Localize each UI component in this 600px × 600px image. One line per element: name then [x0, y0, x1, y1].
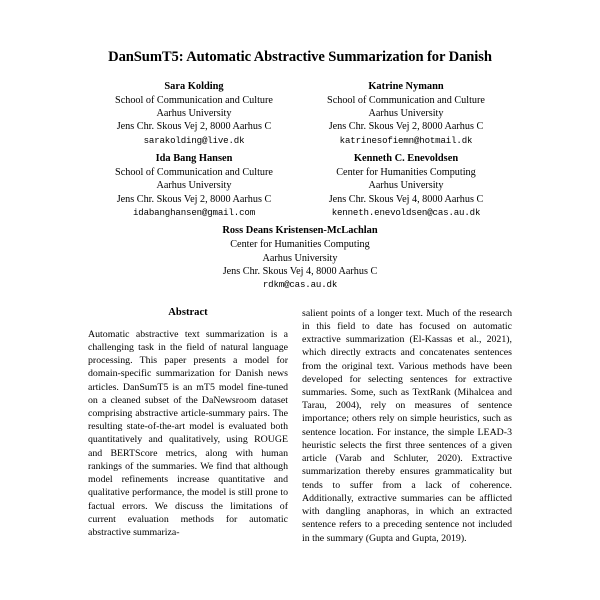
author-row — [88, 224, 512, 290]
introduction-text: salient points of a longer text. Much of the research in this field to date has focused on automatic extractive summarization (El-Kassas et al., 2021), which directly extracts and concatenates sentences from the original text. Various methods have been developed for selecting sentences for extractive summaries. Some, such as TextRank (Mihalcea and Tarau, 2004), rely on measures of sentence importance; others rely on simple heuristics, such as sentence location. For instance, the simple LEAD-3 heuristic selects the first three sentences of a given article (Varab and Schluter, 2020). Extractive summarization thereby ensures grammaticality but tends to suffer from a lack of coherence. Additionally, extractive summaries can be afflicted with dangling anaphoras, in which an extracted sentence refers to a preceding sentence not included in the summary (Gupta and Gupta, 2019). — [302, 307, 512, 544]
author-address: Jens Chr. Skous Vej 4, 8000 Aarhus C — [328, 193, 484, 205]
author-email[interactable]: rdkm@cas.au.dk — [262, 278, 338, 290]
author-name: Kenneth C. Enevoldsen — [353, 153, 459, 165]
author-name: Ross Deans Kristensen-McLachlan — [222, 225, 378, 237]
author-affiliation: School of Communication and Culture — [115, 95, 273, 107]
author-entry — [300, 80, 512, 146]
author-university: Aarhus University — [368, 180, 444, 192]
author-university: Aarhus University — [262, 252, 338, 264]
author-university: Aarhus University — [368, 108, 444, 120]
author-university: Aarhus University — [156, 108, 232, 120]
author-university: Aarhus University — [156, 180, 232, 192]
author-name: Sara Kolding — [164, 81, 224, 93]
author-row — [88, 80, 512, 146]
abstract-heading: Abstract — [168, 306, 208, 318]
author-name: Ida Bang Hansen — [155, 153, 233, 165]
author-affiliation: Center for Humanities Computing — [230, 239, 370, 251]
body-columns — [88, 307, 512, 545]
author-affiliation: Center for Humanities Computing — [336, 167, 476, 179]
author-email[interactable]: idabanghansen@gmail.com — [132, 206, 256, 218]
author-email[interactable]: katrinesofiemn@hotmail.dk — [339, 134, 473, 146]
author-address: Jens Chr. Skous Vej 2, 8000 Aarhus C — [116, 193, 272, 205]
author-entry — [88, 80, 300, 146]
abstract-text: Automatic abstractive text summarization is a challenging task in the field of natural language processing. This paper presents a model for domain-specific summarization for Danish news articles. DanSumT5 is an mT5 model fine-tuned on a cleaned subset of the DaNewsroom dataset comprising abstractive article-summary pairs. The resulting state-of-the-art model is evaluated both quantitatively and qualitatively, using ROUGE and BERTScore metrics, along with human rankings of the summaries. We find that although model refinements increase quantitative and qualitative performance, the model is still prone to factual errors. We discuss the limitations of current evaluation methods for automatic abstractive summariza- — [88, 328, 288, 539]
author-address: Jens Chr. Skous Vej 2, 8000 Aarhus C — [116, 121, 272, 133]
paper-title: DanSumT5: Automatic Abstractive Summarization for Danish — [108, 49, 492, 65]
author-row — [88, 152, 512, 218]
author-entry — [194, 224, 406, 290]
introduction-column — [302, 307, 512, 545]
author-address: Jens Chr. Skous Vej 4, 8000 Aarhus C — [222, 265, 378, 277]
author-name: Katrine Nymann — [368, 81, 444, 93]
author-affiliation: School of Communication and Culture — [327, 95, 485, 107]
abstract-column — [88, 307, 288, 545]
author-email[interactable]: kenneth.enevoldsen@cas.au.dk — [331, 206, 481, 218]
author-block — [88, 80, 512, 290]
author-affiliation: School of Communication and Culture — [115, 167, 273, 179]
author-entry — [88, 152, 300, 218]
author-address: Jens Chr. Skous Vej 2, 8000 Aarhus C — [328, 121, 484, 133]
author-entry — [300, 152, 512, 218]
author-email[interactable]: sarakolding@live.dk — [143, 134, 245, 146]
